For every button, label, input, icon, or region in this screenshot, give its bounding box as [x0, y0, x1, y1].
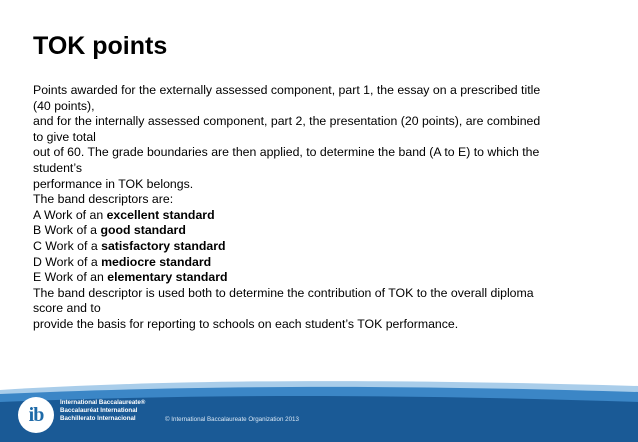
band-descriptor-d — [33, 255, 593, 271]
copyright-notice: © International Baccalaureate Organization 2013 — [165, 416, 299, 423]
org-name: Bachillerato Internacional — [60, 415, 136, 422]
band-prefix: D Work of a — [33, 254, 102, 269]
band-prefix: B Work of a — [33, 223, 101, 238]
band-prefix: C Work of a — [33, 238, 102, 253]
footer-banner — [0, 372, 638, 442]
org-names — [60, 399, 145, 423]
body-line: to give total — [33, 129, 96, 144]
body-line: The band descriptor is used both to determine the contribution of TOK to the overall diploma — [33, 285, 534, 300]
band-descriptor-e — [33, 270, 593, 286]
body-line: student’s — [33, 160, 82, 175]
band-descriptor-b — [33, 223, 593, 239]
band-standard: elementary standard — [107, 270, 228, 285]
body-line: score and to — [33, 301, 101, 316]
band-standard: good standard — [100, 223, 186, 238]
band-prefix: A Work of an — [33, 207, 107, 222]
body-line: The band descriptors are: — [33, 192, 174, 207]
body-line: (40 points), — [33, 98, 95, 113]
ib-logo: ib — [18, 397, 54, 433]
band-descriptor-c — [33, 239, 593, 255]
slide-title: TOK points — [33, 32, 168, 60]
band-standard: excellent standard — [106, 207, 215, 222]
band-prefix: E Work of an — [33, 270, 108, 285]
band-descriptor-a — [33, 208, 593, 224]
body-line: out of 60. The grade boundaries are then applied, to determine the band (A to E) to which the — [33, 145, 540, 160]
body-line: performance in TOK belongs. — [33, 176, 194, 191]
org-name: International Baccalaureate® — [60, 399, 146, 406]
band-standard: satisfactory standard — [101, 238, 226, 253]
body-text — [33, 83, 593, 333]
band-standard: mediocre standard — [101, 254, 212, 269]
body-line: and for the internally assessed component, part 2, the presentation (20 points), are combined — [33, 114, 541, 129]
body-line: Points awarded for the externally assessed component, part 1, the essay on a prescribed title — [33, 83, 541, 97]
org-name: Baccalauréat International — [60, 407, 138, 414]
body-line: provide the basis for reporting to schools on each student’s TOK performance. — [33, 316, 459, 331]
